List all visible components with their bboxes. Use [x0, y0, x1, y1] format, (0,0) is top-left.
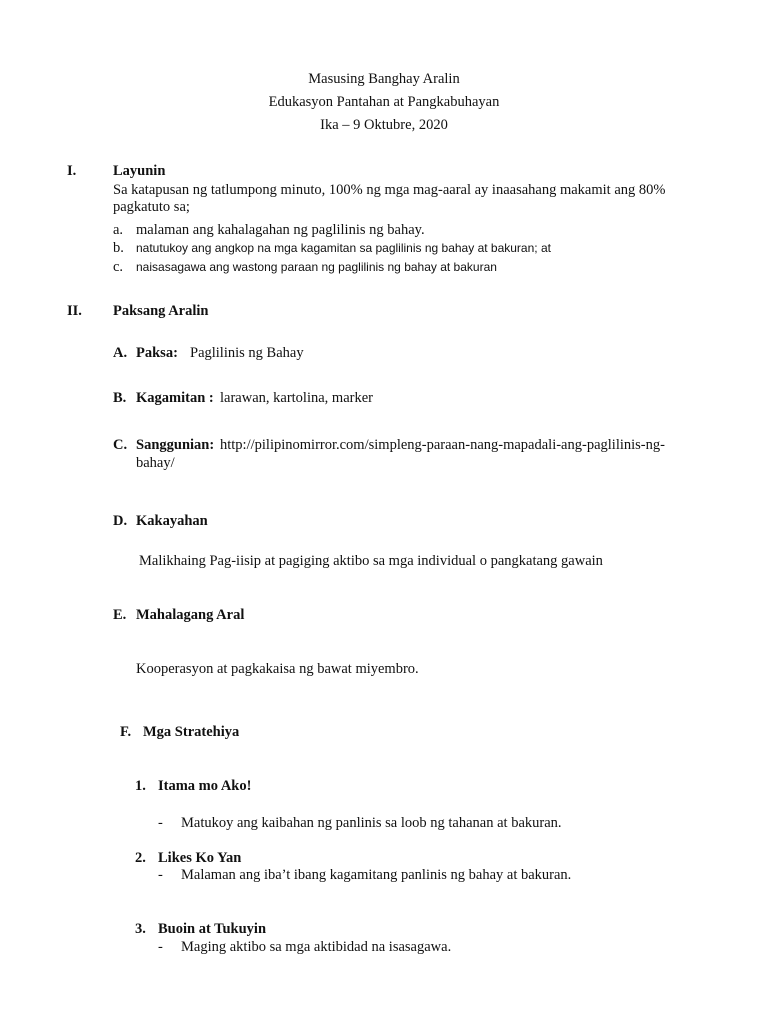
- stratehiya-marker: F.: [120, 724, 132, 740]
- section-numeral-i: I.: [67, 163, 77, 179]
- layunin-intro-line1: Sa katapusan ng tatlumpong minuto, 100% ng mga mag-aaral ay inaasahang makamit ang 80%: [113, 182, 666, 198]
- paksa-label: Paksa:: [136, 345, 178, 361]
- objective-marker-c: c.: [113, 259, 124, 275]
- sanggunian-link-line1: http://pilipinomirror.com/simpleng-paraan-nang-mapadali-ang-paglilinis-ng-: [220, 437, 665, 453]
- sanggunian-marker: C.: [113, 437, 128, 453]
- section-heading-layunin: Layunin: [113, 163, 166, 179]
- strategy-dash-1: -: [158, 815, 163, 831]
- paksa-marker: A.: [113, 345, 128, 361]
- strategy-title-2: Likes Ko Yan: [158, 850, 242, 866]
- document-date: Ika – 9 Oktubre, 2020: [320, 117, 448, 133]
- sanggunian-label: Sanggunian:: [136, 437, 215, 453]
- objective-text-a: malaman ang kahalagahan ng paglilinis ng bahay.: [136, 222, 425, 238]
- strategy-number-1: 1.: [135, 778, 146, 794]
- layunin-intro-line2: pagkatuto sa;: [113, 199, 190, 215]
- paksa-value: Paglilinis ng Bahay: [190, 345, 304, 361]
- objective-text-b: natutukoy ang angkop na mga kagamitan sa paglilinis ng bahay at bakuran; at: [136, 241, 551, 255]
- kakayahan-marker: D.: [113, 513, 128, 529]
- strategy-dash-3: -: [158, 939, 163, 955]
- document-title: Masusing Banghay Aralin: [308, 71, 460, 87]
- strategy-detail-3: Maging aktibo sa mga aktibidad na isasagawa.: [181, 939, 452, 955]
- strategy-title-3: Buoin at Tukuyin: [158, 921, 267, 937]
- objective-marker-a: a.: [113, 222, 124, 238]
- objective-marker-b: b.: [113, 240, 124, 256]
- strategy-title-1: Itama mo Ako!: [158, 778, 252, 794]
- mahalagang-aral-label: Mahalagang Aral: [136, 607, 245, 623]
- kagamitan-marker: B.: [113, 390, 127, 406]
- kakayahan-value: Malikhaing Pag-iisip at pagiging aktibo sa mga individual o pangkatang gawain: [139, 553, 603, 569]
- document-subject: Edukasyon Pantahan at Pangkabuhayan: [268, 94, 500, 110]
- sanggunian-link-line2: bahay/: [136, 455, 175, 471]
- strategy-number-2: 2.: [135, 850, 146, 866]
- stratehiya-label: Mga Stratehiya: [143, 724, 240, 740]
- mahalagang-aral-value: Kooperasyon at pagkakaisa ng bawat miyembro.: [136, 661, 419, 677]
- kagamitan-label: Kagamitan :: [136, 390, 214, 406]
- strategy-detail-1: Matukoy ang kaibahan ng panlinis sa loob ng tahanan at bakuran.: [181, 815, 562, 831]
- section-heading-paksang-aralin: Paksang Aralin: [113, 303, 209, 319]
- strategy-dash-2: -: [158, 867, 163, 883]
- section-numeral-ii: II.: [67, 303, 82, 319]
- strategy-detail-2: Malaman ang iba’t ibang kagamitang panlinis ng bahay at bakuran.: [181, 867, 572, 883]
- strategy-number-3: 3.: [135, 921, 146, 937]
- objective-text-c: naisasagawa ang wastong paraan ng paglilinis ng bahay at bakuran: [136, 260, 497, 274]
- kagamitan-value: larawan, kartolina, marker: [220, 390, 373, 406]
- kakayahan-label: Kakayahan: [136, 513, 208, 529]
- mahalagang-aral-marker: E.: [113, 607, 127, 623]
